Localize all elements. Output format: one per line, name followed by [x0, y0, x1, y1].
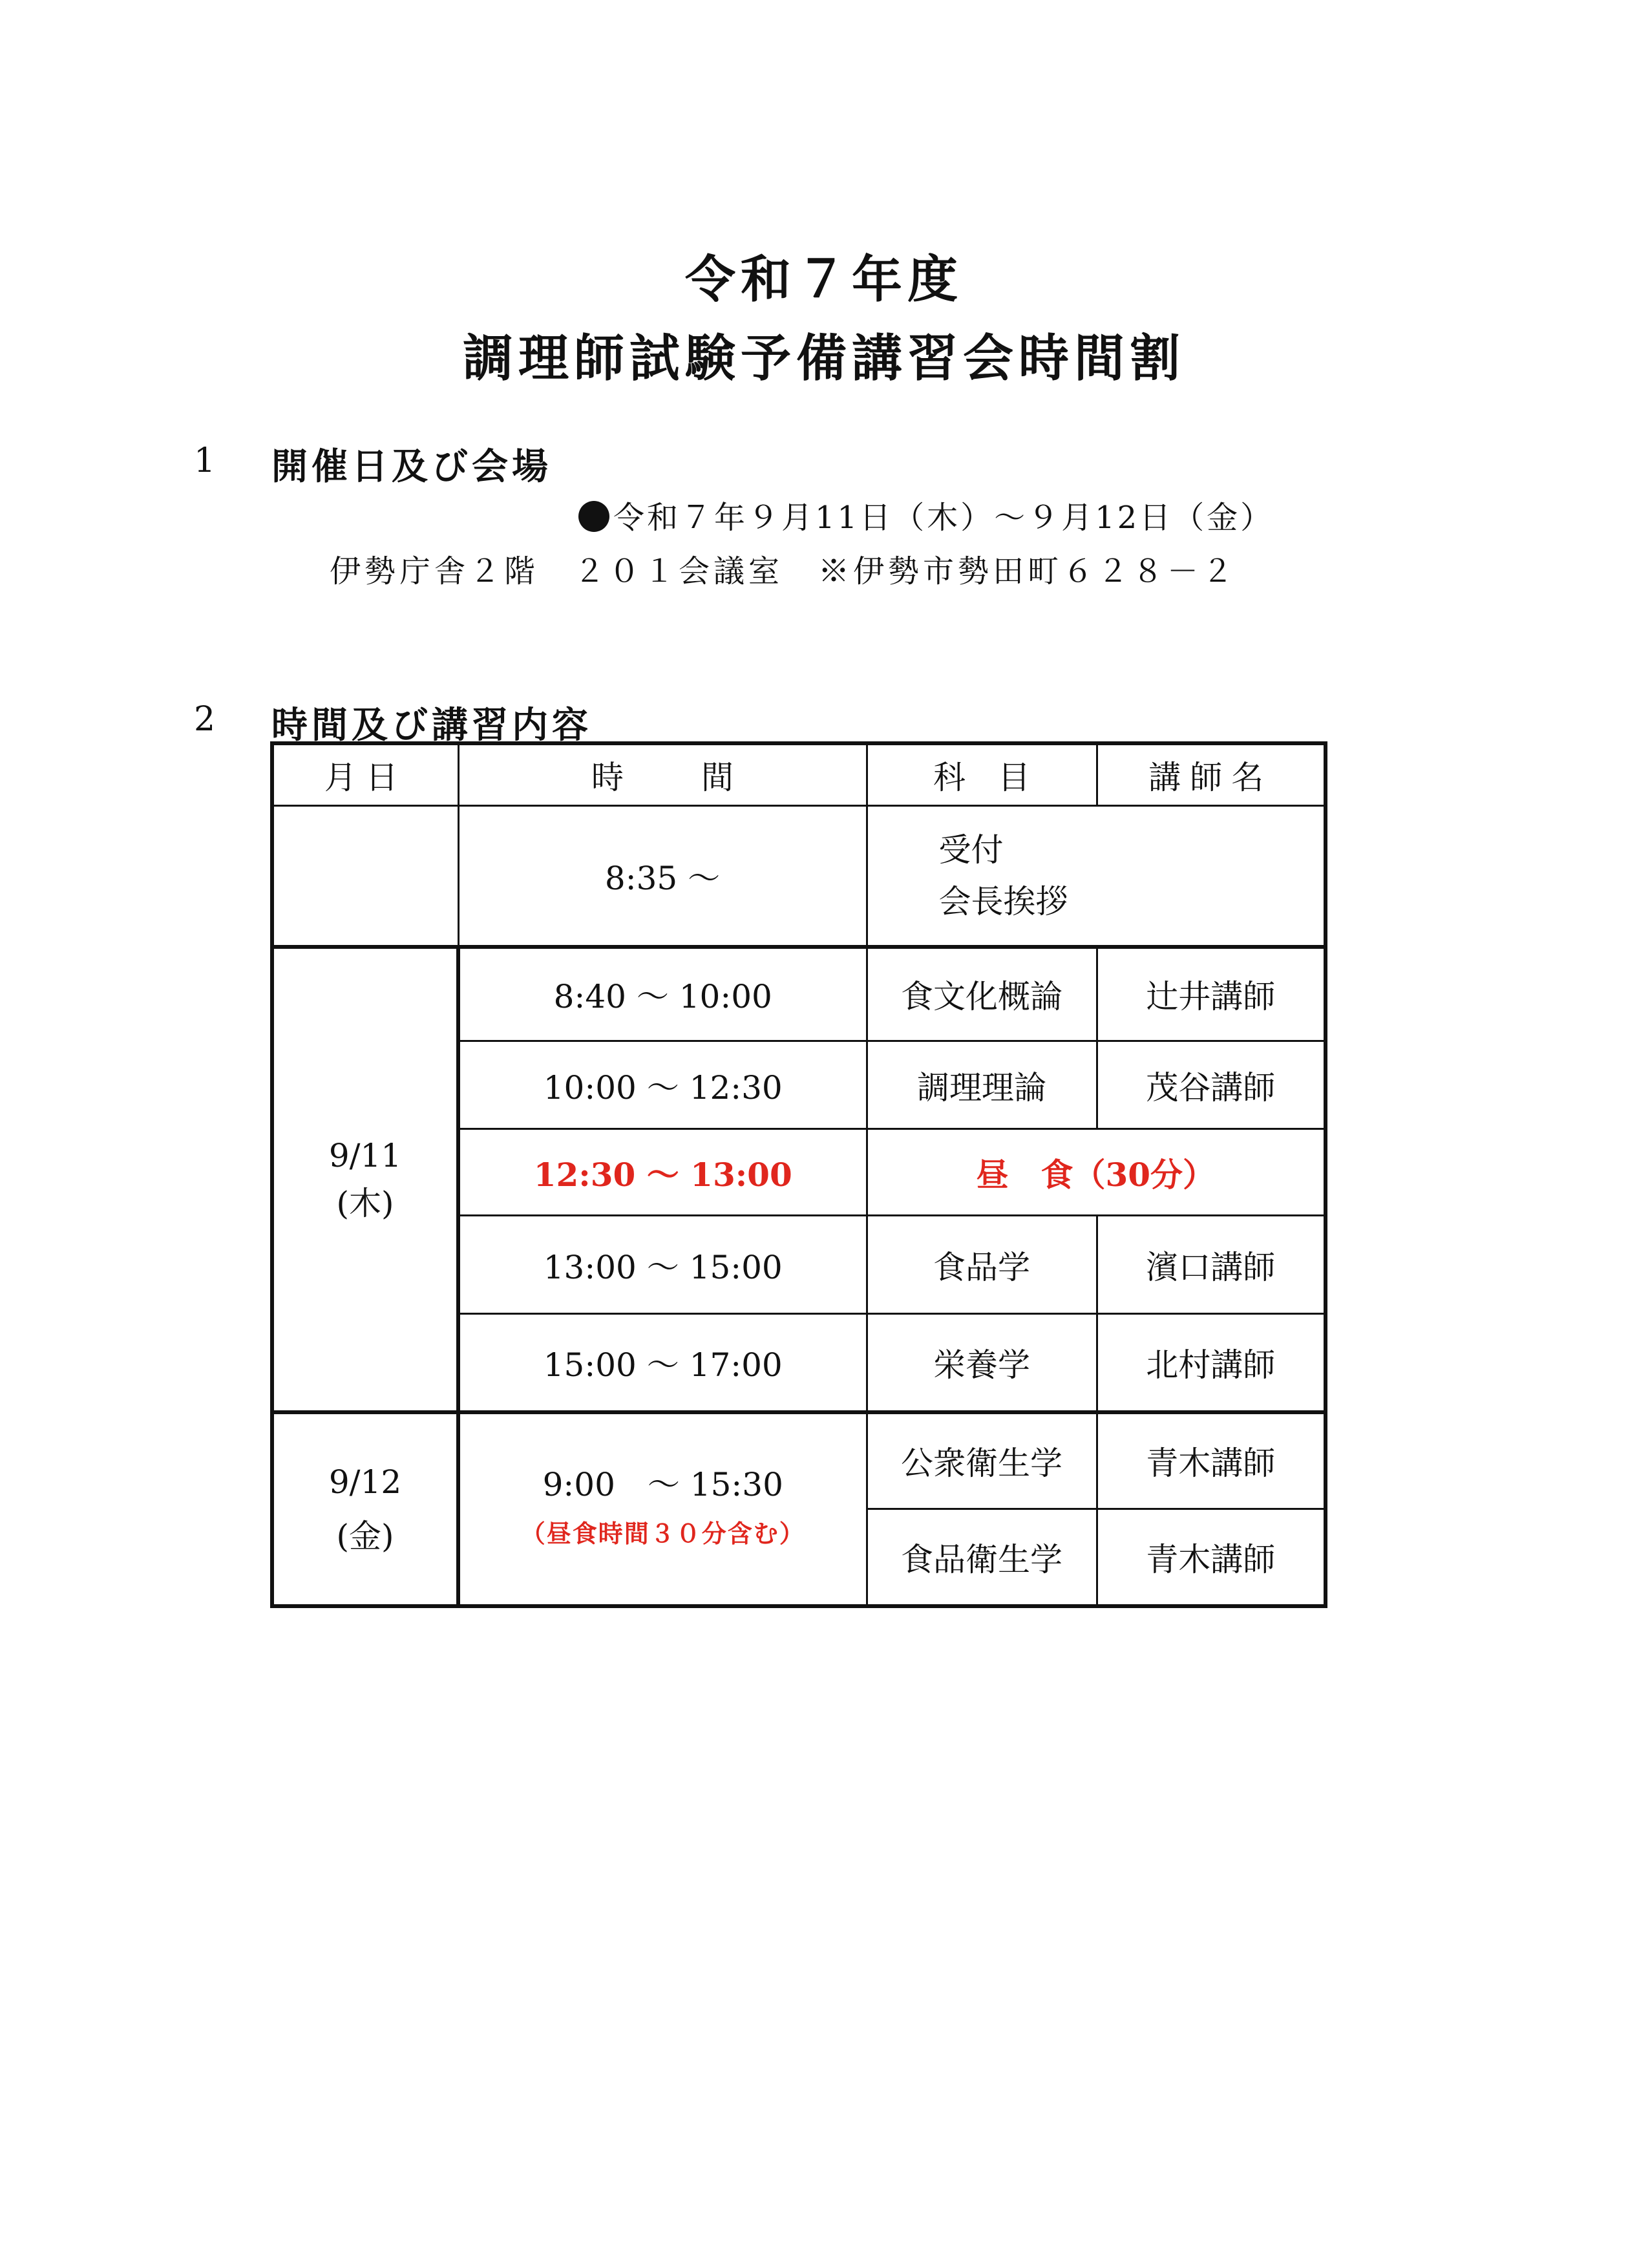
table-row	[272, 806, 1326, 947]
table-header-row	[272, 743, 1326, 806]
lecturer-cell: 青木講師	[1097, 1412, 1326, 1509]
header-date: 月日	[272, 743, 458, 806]
day2-lunch-note: （昼食時間３０分含む）	[520, 1518, 805, 1548]
lecturer-cell: 茂谷講師	[1097, 1041, 1326, 1129]
lecturer-cell: 青木講師	[1097, 1509, 1326, 1606]
schedule-table	[270, 741, 1327, 1608]
event-date-text: 令和７年９月11日（木）～９月12日（金）	[613, 500, 1274, 536]
table-row	[272, 1412, 1326, 1509]
subject-cell: 食文化概論	[867, 947, 1097, 1041]
bullet-dot-icon	[578, 501, 609, 532]
reception-time: 8:35 ～	[458, 806, 867, 947]
subject-cell: 食品学	[867, 1216, 1097, 1314]
day2-time-cell	[458, 1412, 867, 1606]
time-cell: 10:00 ～ 12:30	[458, 1041, 867, 1129]
subject-cell: 調理理論	[867, 1041, 1097, 1129]
lecturer-cell: 濱口講師	[1097, 1216, 1326, 1314]
subject-cell: 食品衛生学	[867, 1509, 1097, 1606]
title-main: 調理師試験予備講習会時間割	[462, 330, 1185, 388]
day1-date: 9/11	[328, 1136, 402, 1174]
event-venue: 伊勢庁舎２階 ２０１会議室 ※伊勢市勢田町６２８－２	[330, 553, 1238, 589]
lecturer-cell: 辻井講師	[1097, 947, 1326, 1041]
time-cell: 8:40 ～ 10:00	[458, 947, 867, 1041]
reception-date-cell	[272, 806, 458, 947]
day2-time: 9:00 ～ 15:30	[542, 1465, 783, 1503]
section1-number: 1	[194, 441, 216, 480]
header-lecturer: 講師名	[1097, 743, 1326, 806]
table-row	[272, 947, 1326, 1041]
section2-heading: 時間及び講習内容	[271, 705, 592, 747]
day1-weekday: (木)	[336, 1184, 394, 1222]
lecturer-cell: 北村講師	[1097, 1314, 1326, 1412]
section2-number: 2	[194, 700, 216, 739]
day1-date-cell	[272, 947, 458, 1412]
subject-cell: 栄養学	[867, 1314, 1097, 1412]
section1-heading: 開催日及び会場	[271, 446, 552, 488]
day2-weekday: (金)	[336, 1517, 394, 1555]
header-time: 時間	[458, 743, 867, 806]
reception-subject	[867, 806, 1326, 947]
time-cell: 13:00 ～ 15:00	[458, 1216, 867, 1314]
day2-date: 9/12	[328, 1463, 402, 1501]
day2-date-cell	[272, 1412, 458, 1606]
header-subject: 科目	[867, 743, 1097, 806]
lunch-time-cell: 12:30 ～ 13:00	[458, 1129, 867, 1216]
time-cell: 15:00 ～ 17:00	[458, 1314, 867, 1412]
reception-label: 受付	[938, 831, 1004, 869]
greeting-label: 会長挨拶	[938, 882, 1068, 920]
event-date	[578, 493, 1274, 537]
subject-cell: 公衆衛生学	[867, 1412, 1097, 1509]
lunch-cell: 昼 食（30分）	[867, 1129, 1326, 1216]
title-year: 令和７年度	[684, 251, 963, 309]
